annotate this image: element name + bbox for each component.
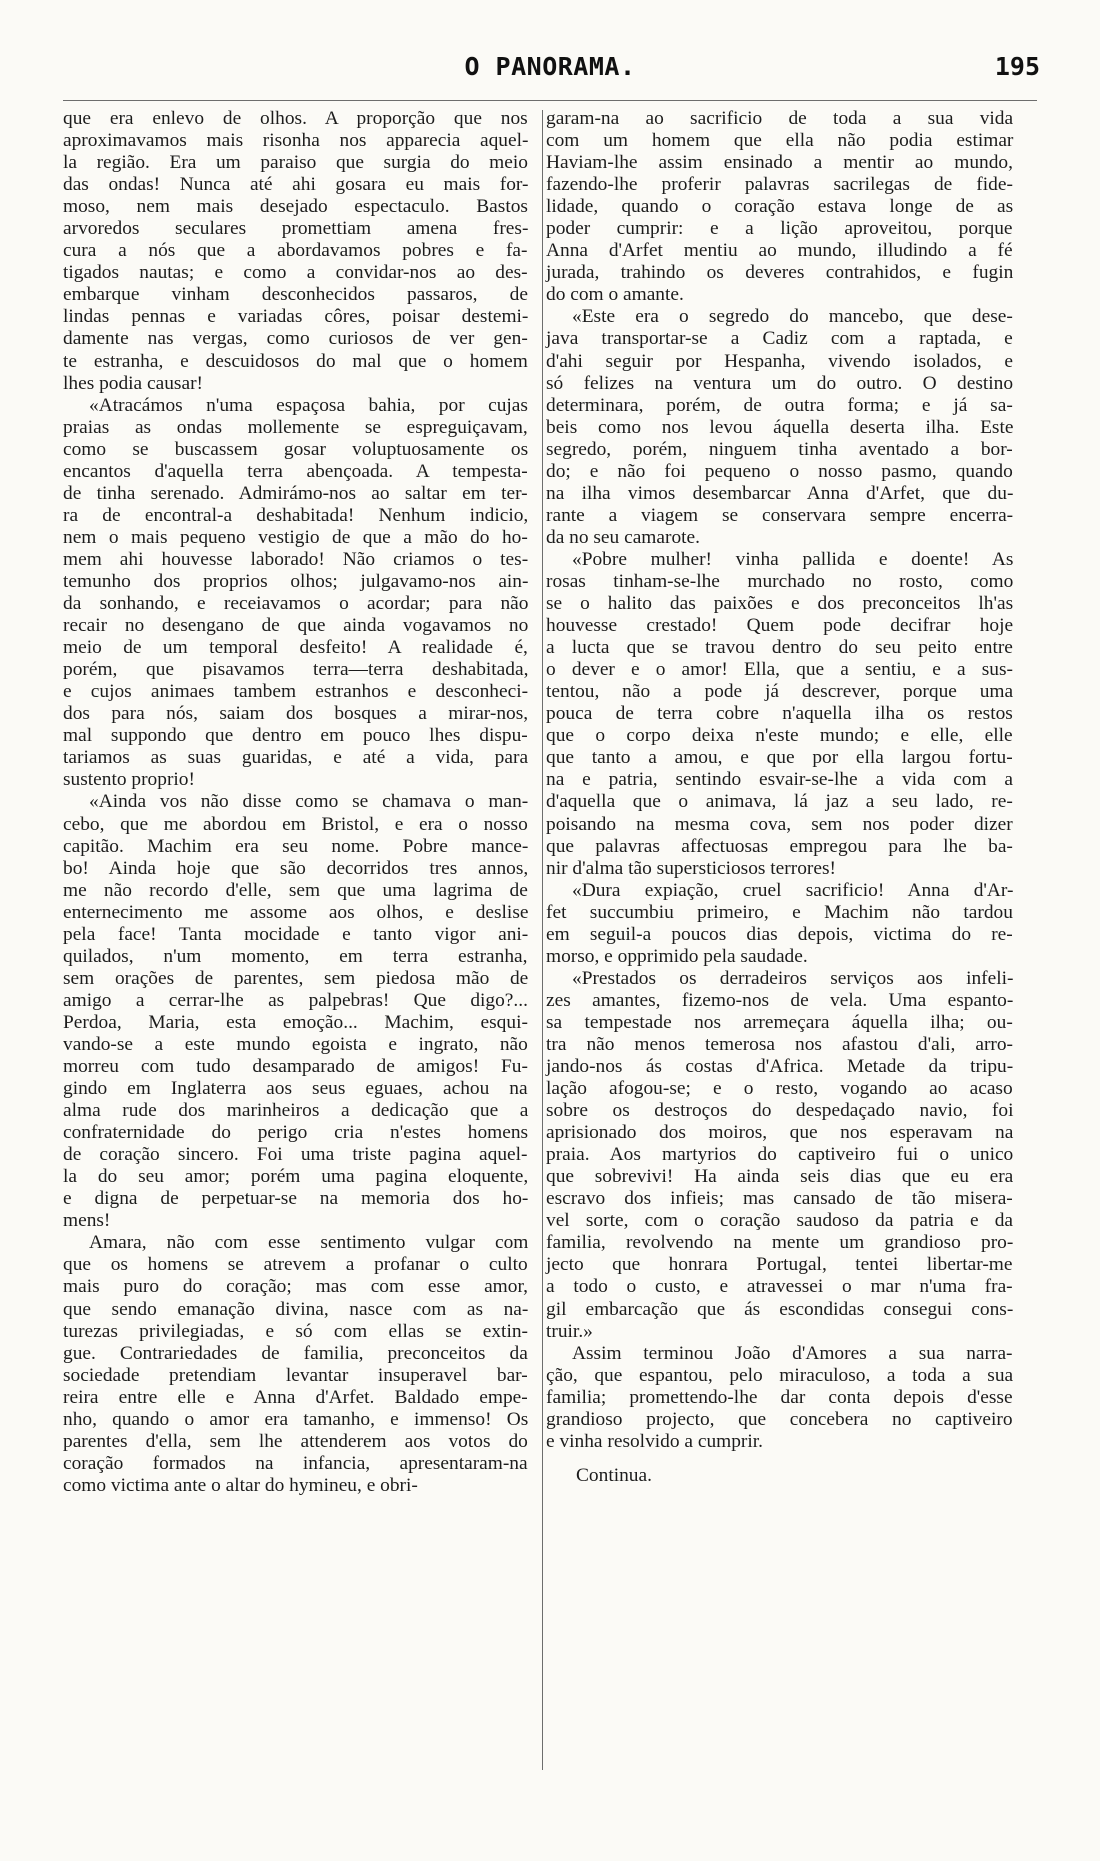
text-line: beis como nos levou áquella deserta ilha. Este xyxy=(546,416,1014,438)
text-line: familia, revolvendo na mente um grandioso pro- xyxy=(546,1232,1014,1254)
text-line: sobre os destroços do despedaçado navio, foi xyxy=(546,1100,1014,1122)
text-line: encantos d'aquella terra abençoada. A tempesta- xyxy=(63,460,528,482)
right-column xyxy=(546,108,1014,1487)
text-line: tentou, não a pode já descrever, porque uma xyxy=(546,681,1014,703)
text-line: «Pobre mulher! vinha pallida e doente! As xyxy=(572,548,1014,570)
text-line: «Ainda vos não disse como se chamava o man- xyxy=(89,791,529,813)
text-line: quilados, n'um momento, em terra estranha, xyxy=(63,945,528,967)
text-line: que sobrevivi! Ha ainda seis dias que eu era xyxy=(546,1166,1014,1188)
text-line: e cujos animaes tambem estranhos e desconheci- xyxy=(63,681,529,703)
text-line: recair no desengano de que ainda vogavamos no xyxy=(63,615,529,637)
text-line: «Atracámos n'uma espaçosa bahia, por cujas xyxy=(89,394,528,416)
publication-title: O PANORAMA. xyxy=(464,52,636,81)
text-line: só felizes na ventura um do outro. O destino xyxy=(546,372,1014,394)
text-line: da sonhando, e receiavamos o acordar; para não xyxy=(63,593,529,615)
text-line: reira entre elle e Anna d'Arfet. Baldado empe- xyxy=(63,1386,528,1408)
text-line: lhes podia causar! xyxy=(63,372,203,394)
text-line: nho, quando o amor era tamanho, e immenso! Os xyxy=(63,1408,529,1430)
text-line: praia. Aos martyrios do captiveiro fui o unico xyxy=(546,1144,1014,1166)
text-line: o dever e o amor! Ella, que a sentiu, e a sus- xyxy=(546,659,1013,681)
text-line: tigados nautas; e como a convidar-nos ao des- xyxy=(63,262,528,284)
text-line: porém, que pisavamos terra—terra deshabitada, xyxy=(63,659,529,681)
text-line: coração formados na infancia, apresentaram-na xyxy=(63,1452,528,1474)
text-line: vando-se a este mundo egoista e ingrato, não xyxy=(63,1033,528,1055)
text-line: de tinha serenado. Admirámo-nos ao saltar em ter- xyxy=(63,482,528,504)
text-line: em seguil-a poucos dias depois, victima do re- xyxy=(546,923,1013,945)
text-line: java transportar-se a Cadiz com a raptada, e xyxy=(546,328,1013,350)
text-line: mal suppondo que dentro em pouco lhes dispu- xyxy=(63,725,528,747)
column-divider xyxy=(542,110,543,1770)
text-line: bo! Ainda hoje que são decorridos tres annos, xyxy=(63,857,529,879)
running-head xyxy=(50,52,1050,86)
text-line: grandioso projecto, que concebera no captiveiro xyxy=(546,1408,1013,1430)
text-line: praias as ondas mollemente se espreguiçavam, xyxy=(63,416,528,438)
text-line: que sendo emanação divina, nasce com as na- xyxy=(63,1298,529,1320)
text-line: a todo o custo, e atravessei o mar n'uma fra- xyxy=(546,1276,1013,1298)
text-line: Haviam-lhe assim ensinado a mentir ao mundo, xyxy=(546,152,1013,174)
continua-note: Continua. xyxy=(576,1464,652,1486)
text-line: me não recordo d'elle, sem que uma lagrima de xyxy=(63,879,528,901)
text-line: na ilha vimos desembarcar Anna d'Arfet, que du- xyxy=(546,482,1014,504)
text-line: do; e não foi pequeno o nosso pasmo, quando xyxy=(546,460,1013,482)
text-line: damente nas vergas, como curiosos de ver gen- xyxy=(63,328,528,350)
text-line: amigo a cerrar-lhe as palpebras! Que digo?... xyxy=(63,989,528,1011)
text-line: meio de um temporal desfeito! A realidade é, xyxy=(63,637,528,659)
text-line: alma rude dos marinheiros a dedicação que a xyxy=(63,1100,529,1122)
text-line: da no seu camarote. xyxy=(546,526,700,548)
text-line: nem o mais pequeno vestigio de que a mão do ho- xyxy=(63,526,528,548)
text-line: embarque vinham desconhecidos passaros, de xyxy=(63,284,528,306)
text-line: segredo, porém, ninguem tinha aventado a bor- xyxy=(546,438,1013,460)
text-line: aprisionado dos moiros, que nos esperavam na xyxy=(546,1122,1014,1144)
text-line: se o halito das paixões e dos preconceitos lh'as xyxy=(546,593,1014,615)
text-line: te estranha, e descuidosos do mal que o homem xyxy=(63,350,528,372)
text-line: la região. Era um paraiso que surgia do meio xyxy=(63,152,528,174)
text-line: Assim terminou João d'Amores a sua narra- xyxy=(572,1342,1013,1364)
text-line: cura a nós que a abordavamos pobres e fa- xyxy=(63,240,528,262)
text-line: familia; promettendo-lhe dar conta depois d'esse xyxy=(546,1386,1013,1408)
text-line: Amara, não com esse sentimento vulgar com xyxy=(89,1232,529,1254)
text-line: poder cumprir: e a lição aproveitou, porque xyxy=(546,218,1013,240)
text-line: Anna d'Arfet mentiu ao mundo, illudindo a fé xyxy=(546,240,1013,262)
text-line: mem ahi houvesse laborado! Não criamos o tes- xyxy=(63,548,529,570)
text-line: sustento proprio! xyxy=(63,769,195,791)
text-line: do com o amante. xyxy=(546,284,684,306)
text-line: enternecimento me assome aos olhos, e deslise xyxy=(63,901,529,923)
text-line: aproximavamos mais risonha nos apparecia aquel- xyxy=(63,130,529,152)
text-line: pouca de terra cobre n'aquella ilha os restos xyxy=(546,703,1013,725)
text-line: ra de encontral-a deshabitada! Nenhum indicio, xyxy=(63,504,529,526)
text-line: «Este era o segredo do mancebo, que dese- xyxy=(572,306,1013,328)
text-line: cebo, que me abordou em Bristol, e era o nosso xyxy=(63,813,528,835)
text-line: capitão. Machim era seu nome. Pobre mance- xyxy=(63,835,529,857)
text-line: que os homens se atrevem a profanar o culto xyxy=(63,1254,528,1276)
text-line: morso, e opprimido pela saudade. xyxy=(546,945,808,967)
text-line: que o corpo deixa n'este mundo; e elle, elle xyxy=(546,725,1013,747)
text-line: nir d'alma tão supersticiosos terrores! xyxy=(546,857,836,879)
text-line: que tanto a amou, e que por ella largou fortu- xyxy=(546,747,1013,769)
text-line: rante a viagem se conservara sempre encerra- xyxy=(546,504,1014,526)
text-line: moso, nem mais desejado espectaculo. Bastos xyxy=(63,196,528,218)
text-line: jecto que honrara Portugal, tentei libertar-me xyxy=(546,1254,1013,1276)
text-line: mais puro do coração; mas com esse amor, xyxy=(63,1276,528,1298)
text-line: vel sorte, com o coração saudoso da patria e da xyxy=(546,1210,1014,1232)
text-line: escravo dos infieis; mas cansado de tão misera- xyxy=(546,1188,1013,1210)
text-line: como se buscassem gosar voluptuosamente os xyxy=(63,438,529,460)
text-line: Perdoa, Maria, esta emoção... Machim, esqui- xyxy=(63,1011,528,1033)
text-line: a lucta que se travou dentro do seu peito entre xyxy=(546,637,1013,659)
text-line: com um homem que ella não podia estimar xyxy=(546,130,1014,152)
text-line: e vinha resolvido a cumprir. xyxy=(546,1430,764,1452)
text-line: das ondas! Nunca até ahi gosara eu mais for- xyxy=(63,174,529,196)
text-line: gue. Contrariedades de familia, preconceitos da xyxy=(63,1342,528,1364)
text-line: houvesse crestado! Quem pode decifrar hoje xyxy=(546,615,1014,637)
text-line: arvoredos seculares promettiam amena fres- xyxy=(63,218,529,240)
text-line: jando-nos ás costas d'Africa. Metade da tripu- xyxy=(546,1056,1014,1078)
text-line: gil embarcação que ás escondidas consegui cons- xyxy=(546,1298,1014,1320)
header-rule xyxy=(63,100,1037,101)
text-line: tra não menos temerosa nos afastou d'ali, arro- xyxy=(546,1033,1014,1055)
text-line: garam-na ao sacrificio de toda a sua vida xyxy=(546,108,1014,129)
text-line: zes amantes, fizemo-nos de vela. Uma espanto- xyxy=(546,989,1014,1011)
text-line: d'aquella que o animava, lá jaz a seu lado, re- xyxy=(546,791,1013,813)
text-line: lindas pennas e variadas côres, poisar destemi- xyxy=(63,306,529,328)
text-line: «Dura expiação, cruel sacrificio! Anna d'Ar- xyxy=(572,879,1014,901)
text-line: na e patria, sentindo esvair-se-lhe a vida com a xyxy=(546,769,1014,791)
text-line: como victima ante o altar do hymineu, e obri- xyxy=(63,1474,418,1496)
text-line: fet succumbiu primeiro, e Machim não tardou xyxy=(546,901,1013,923)
left-column xyxy=(63,108,529,1497)
text-line: gindo em Inglaterra aos seus eguaes, achou na xyxy=(63,1078,528,1100)
text-line: mens! xyxy=(63,1210,111,1232)
text-line: morreu com tudo desamparado de amigos! Fu- xyxy=(63,1056,528,1078)
text-line: truir.» xyxy=(546,1320,593,1342)
text-line: confraternidade do perigo cria n'estes homens xyxy=(63,1122,529,1144)
text-line: e digna de perpetuar-se na memoria dos ho- xyxy=(63,1188,529,1210)
text-line: pela face! Tanta mocidade e tanto vigor ani- xyxy=(63,923,529,945)
text-line: determinara, porém, de outra forma; e já sa- xyxy=(546,394,1013,416)
page-number: 195 xyxy=(994,52,1040,81)
text-line: poisando na mesma cova, sem nos poder dizer xyxy=(546,813,1013,835)
text-line: ção, que espantou, pelo miraculoso, a toda a sua xyxy=(546,1364,1014,1386)
text-line: rosas tinham-se-lhe murchado no rosto, como xyxy=(546,570,1014,592)
text-line: tariamos as suas guaridas, e até a vida, para xyxy=(63,747,529,769)
text-line: que era enlevo de olhos. A proporção que nos xyxy=(63,108,528,129)
text-line: lação afogou-se; e o resto, vogando ao acaso xyxy=(546,1078,1013,1100)
text-line: d'ahi seguir por Hespanha, vivendo isolados, e xyxy=(546,350,1013,372)
text-line: sociedade pretendiam levantar insuperavel bar- xyxy=(63,1364,528,1386)
text-line: jurada, trahindo os deveres contrahidos, e fugin xyxy=(546,262,1014,284)
text-line: temunho dos proprios olhos; julgavamo-nos ain- xyxy=(63,570,529,592)
text-line: lidade, quando o coração estava longe de as xyxy=(546,196,1014,218)
text-line: dos para nós, saiam dos bosques a mirar-nos, xyxy=(63,703,529,725)
text-line: parentes d'ella, sem lhe attenderem aos votos do xyxy=(63,1430,528,1452)
text-line: turezas privilegiadas, e só com ellas se extin- xyxy=(63,1320,528,1342)
text-line: la do seu amor; porém uma pagina eloquente, xyxy=(63,1166,529,1188)
text-line: fazendo-lhe proferir palavras sacrilegas de fide- xyxy=(546,174,1013,196)
text-line: de coração sincero. Foi uma triste pagina aquel- xyxy=(63,1144,528,1166)
text-line: sa tempestade nos arremeçara áquella ilha; ou- xyxy=(546,1011,1013,1033)
text-line: sem orações de parentes, sem piedosa mão de xyxy=(63,967,529,989)
text-line: «Prestados os derradeiros serviços aos infeli- xyxy=(572,967,1014,989)
text-line: que palavras affectuosas empregou para lhe ba- xyxy=(546,835,1013,857)
